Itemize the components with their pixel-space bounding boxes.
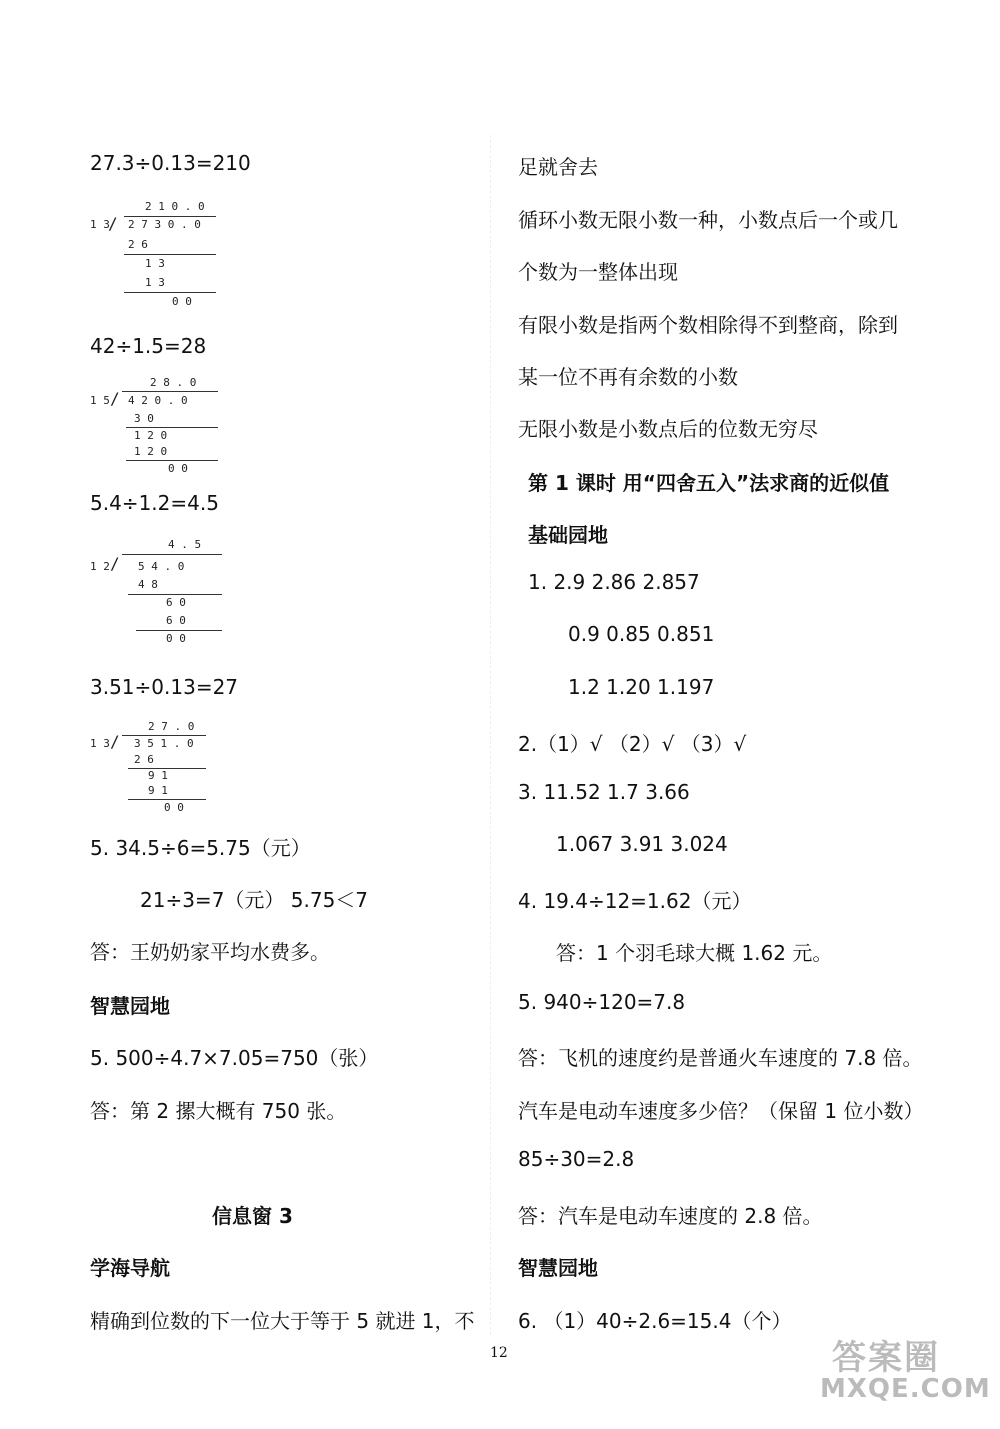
lesson-title: 第 1 课时 用“四舍五入”法求商的近似值	[528, 471, 890, 495]
long-division-4: 2 7 . 0 1 3 / 3 5 1 . 0 2 6 9 1 9 1 0 0	[88, 720, 218, 820]
equation-2: 42÷1.5=28	[90, 334, 207, 358]
question-6: 6. （1）40÷2.6=15.4（个）	[518, 1309, 792, 1333]
note-line-6: 无限小数是小数点后的位数无穷尽	[518, 417, 818, 441]
question-1-row-3: 1.2 1.20 1.197	[568, 675, 715, 699]
question-4: 4. 19.4÷12=1.62（元）	[518, 889, 752, 913]
watermark-logo: 答案圈 MXQE.COM	[820, 1338, 991, 1404]
answer-4: 答：1 个羽毛球大概 1.62 元。	[556, 941, 833, 965]
rounding-rule-text: 精确到位数的下一位大于等于 5 就进 1，不	[90, 1309, 475, 1333]
equation-3: 5.4÷1.2=4.5	[90, 491, 219, 515]
equation-1: 27.3÷0.13=210	[90, 151, 251, 175]
answer-5: 答：王奶奶家平均水费多。	[90, 940, 330, 964]
question-1-row-2: 0.9 0.85 0.851	[568, 622, 715, 646]
equation-4: 3.51÷0.13=27	[90, 675, 239, 699]
question-3-row-2: 1.067 3.91 3.024	[556, 832, 728, 856]
long-division-1: 2 1 0 . 0 1 3 / 2 7 3 0 . 0 2 6 1 3 1 3 0 0	[88, 200, 228, 310]
note-line-1: 足就舍去	[518, 155, 598, 179]
note-line-5: 某一位不再有余数的小数	[518, 365, 738, 389]
column-divider	[490, 135, 492, 1335]
long-division-3: 4 . 5 1 2 / 5 4 . 0 4 8 6 0 6 0 0 0	[88, 538, 228, 648]
answer-5-stack: 答：第 2 摞大概有 750 张。	[90, 1099, 347, 1123]
equation-car-speed: 85÷30=2.8	[518, 1147, 635, 1171]
question-5-compare: 21÷3=7（元） 5.75＜7	[140, 888, 369, 912]
page-number: 12	[490, 1345, 508, 1361]
note-line-2: 循环小数无限小数一种，小数点后一个或几	[518, 208, 898, 232]
question-5: 5. 34.5÷6=5.75（元）	[90, 836, 311, 860]
answer-5-right: 答：飞机的速度约是普通火车速度的 7.8 倍。	[518, 1046, 923, 1070]
question-5-right: 5. 940÷120=7.8	[518, 990, 686, 1014]
question-1-row-1: 1. 2.9 2.86 2.857	[528, 570, 700, 594]
question-car-speed: 汽车是电动车速度多少倍？（保留 1 位小数）	[518, 1099, 924, 1123]
section-heading-zhihui-right: 智慧园地	[518, 1256, 598, 1280]
info-window-title: 信息窗 3	[212, 1204, 293, 1228]
note-line-4: 有限小数是指两个数相除得不到整商，除到	[518, 313, 898, 337]
section-heading-xuehai: 学海导航	[90, 1256, 170, 1280]
question-3-row-1: 3. 11.52 1.7 3.66	[518, 780, 690, 804]
question-5-stack: 5. 500÷4.7×7.05=750（张）	[90, 1046, 379, 1070]
question-2: 2.（1）√ （2）√ （3）√	[518, 732, 747, 756]
note-line-3: 个数为一整体出现	[518, 260, 678, 284]
section-heading-zhihui: 智慧园地	[90, 994, 170, 1018]
long-division-2: 2 8 . 0 1 5 / 4 2 0 . 0 3 0 1 2 0 1 2 0 0 0	[88, 376, 228, 476]
answer-car-speed: 答：汽车是电动车速度的 2.8 倍。	[518, 1204, 823, 1228]
section-heading-jichu: 基础园地	[528, 523, 608, 547]
